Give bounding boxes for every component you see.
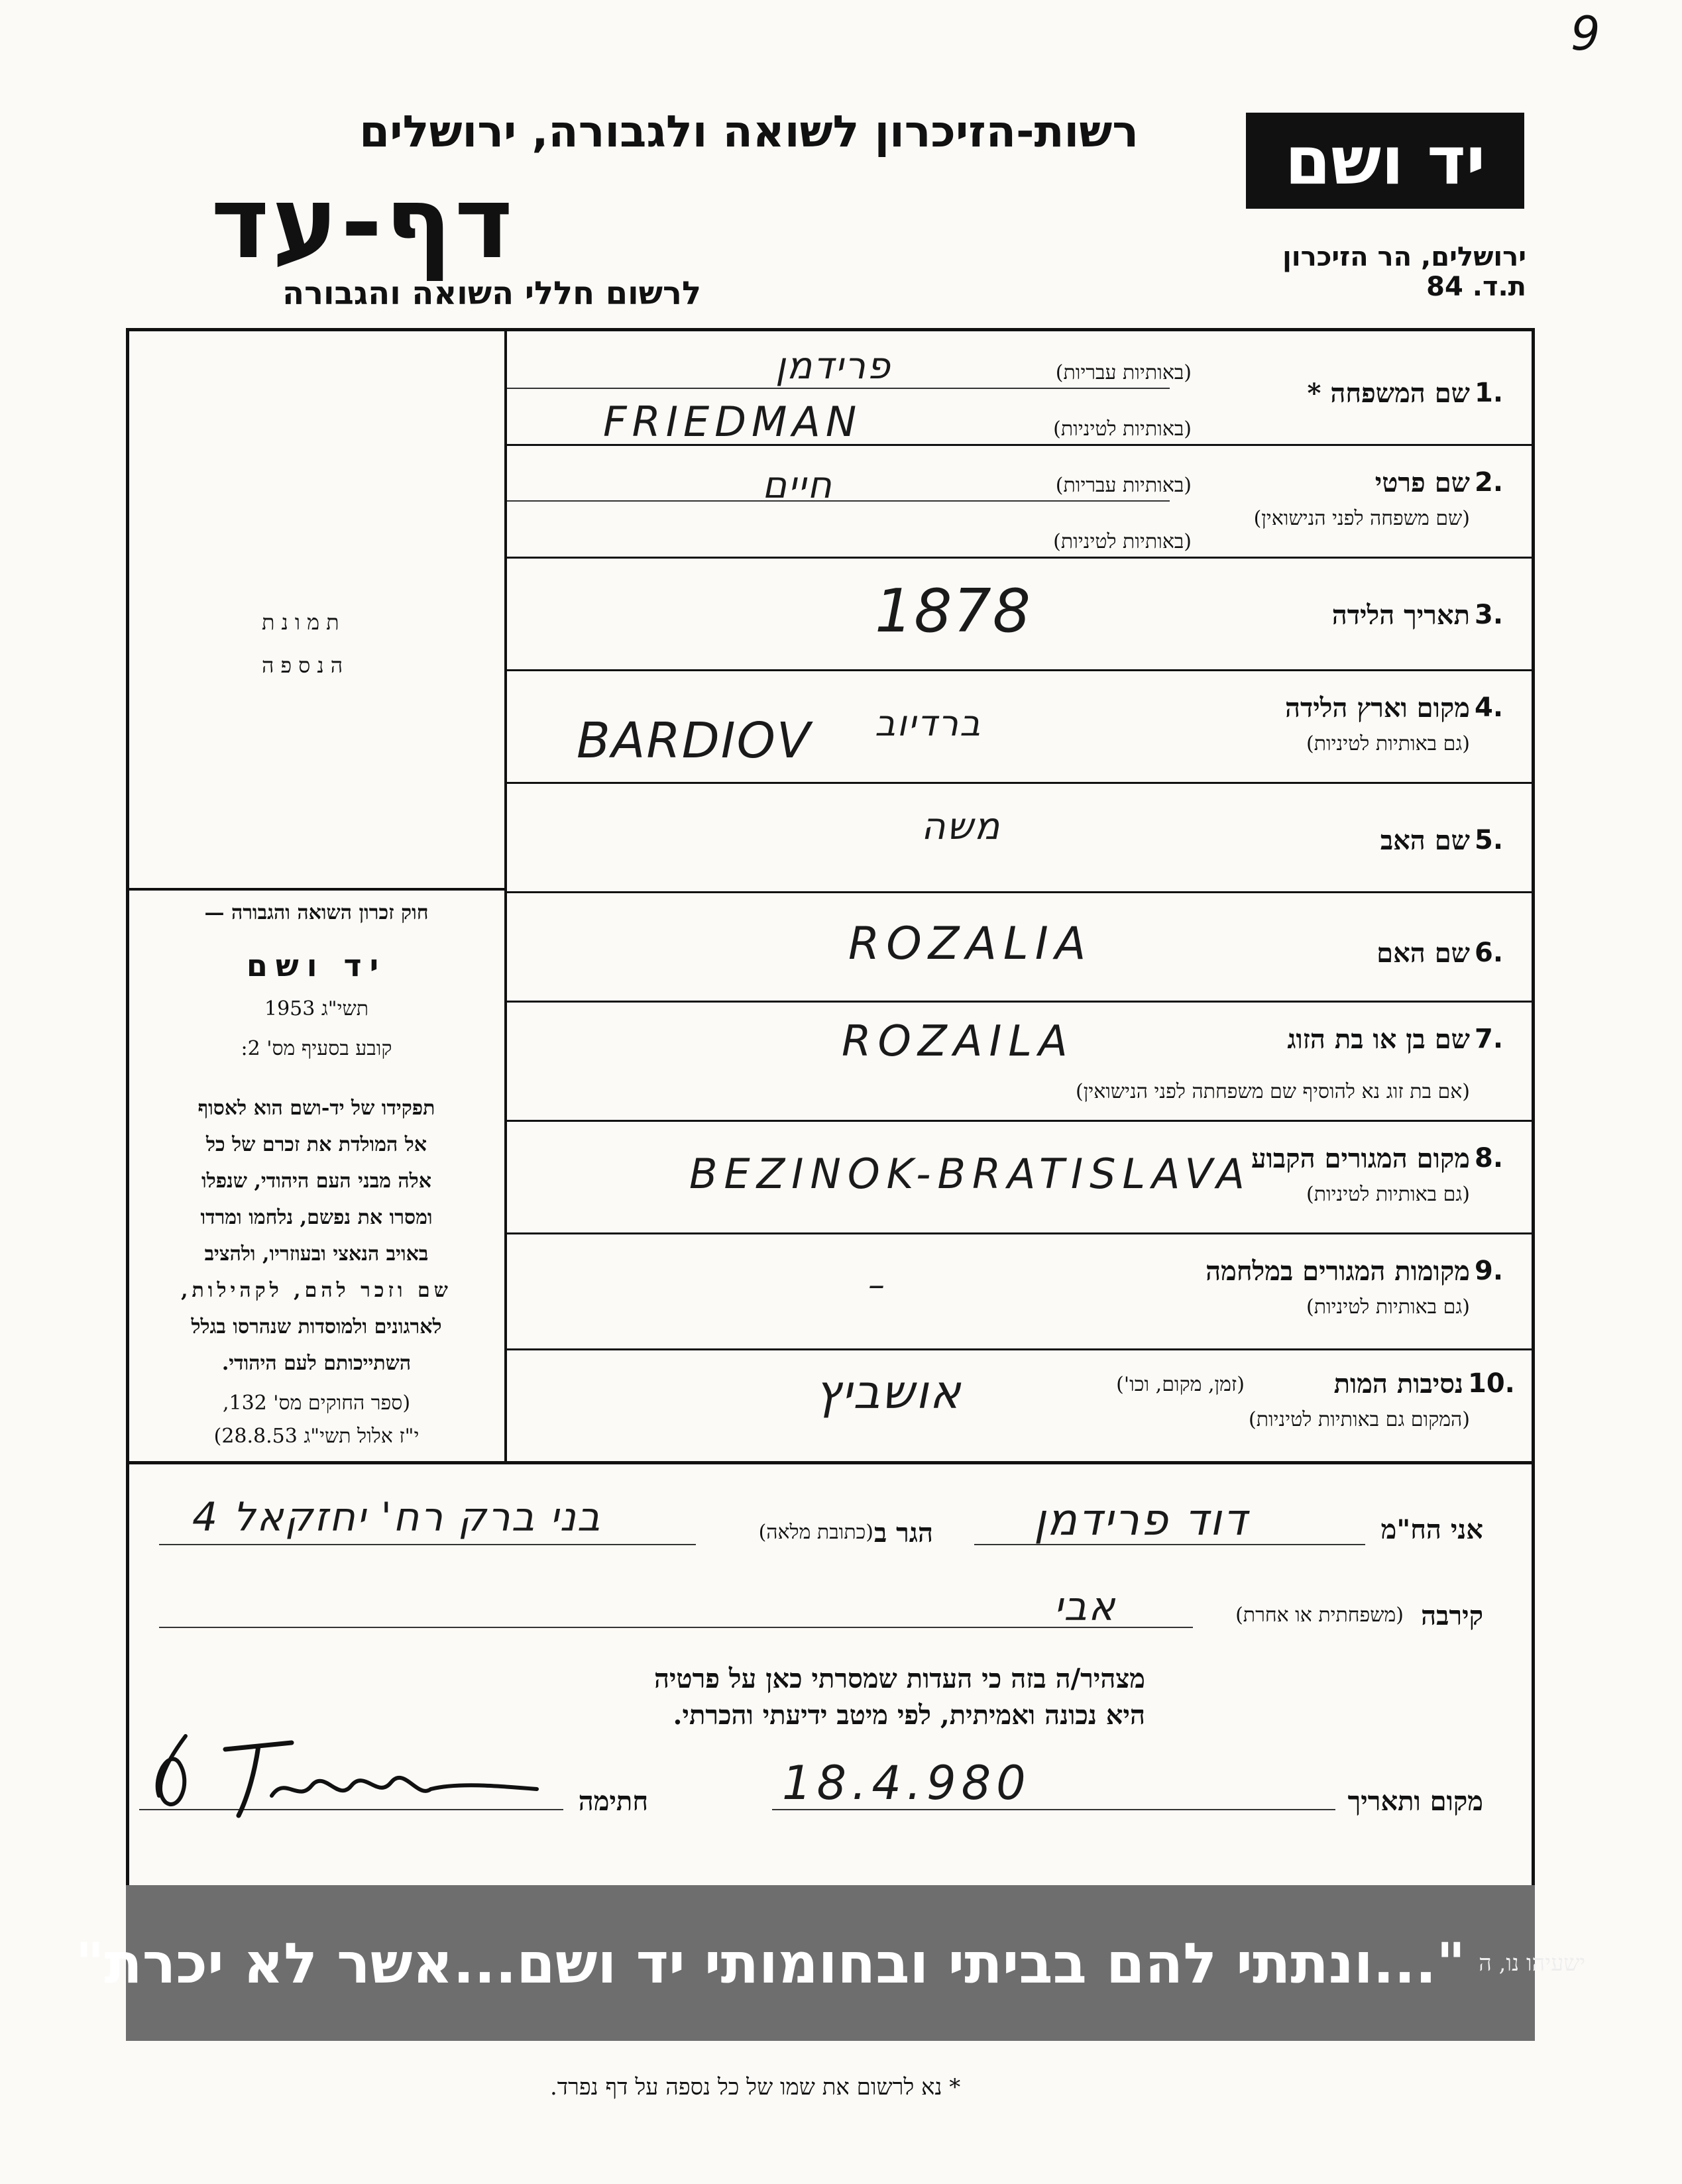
row-divider bbox=[507, 1232, 1535, 1234]
resides-label: הגר ב bbox=[873, 1517, 933, 1549]
field-1-latin-value[interactable]: FRIEDMAN bbox=[603, 398, 862, 446]
field-9-number: 9. bbox=[1475, 1256, 1504, 1286]
field-5-value[interactable]: משה bbox=[921, 805, 1001, 848]
field-9-sublabel: (גם באותיות לטיניות) bbox=[1306, 1295, 1470, 1319]
law-body-line: השתייכותם לעם היהודי. bbox=[221, 1352, 412, 1375]
field-5-number: 5. bbox=[1475, 825, 1504, 855]
photo-label-line1: תמונת bbox=[262, 610, 346, 635]
row-divider bbox=[507, 669, 1535, 671]
relation-line bbox=[159, 1627, 1193, 1628]
law-name: יד ושם bbox=[246, 948, 387, 983]
field-5-label: שם האב bbox=[1380, 825, 1470, 856]
law-body-line: באויב הנאצי ובעוזריו, ולהציב bbox=[204, 1242, 429, 1266]
law-box-divider bbox=[129, 888, 504, 891]
footnote: * נא לרשום את שמו של כל נספה על דף נפרד. bbox=[550, 2074, 961, 2101]
row-divider bbox=[507, 1348, 1535, 1350]
field-2-hint-latin: (באותיות לטיניות) bbox=[1053, 530, 1192, 553]
row-divider bbox=[507, 891, 1535, 893]
logo-location: ירושלים, הר הזיכרון bbox=[1282, 242, 1526, 272]
field-4-latin-value[interactable]: BARDIOV bbox=[577, 712, 812, 769]
field-8-label: מקום המגורים הקבוע bbox=[1251, 1143, 1470, 1174]
field-1-number: 1. bbox=[1475, 378, 1504, 408]
row-divider bbox=[507, 1001, 1535, 1003]
field-10-number: 10. bbox=[1468, 1368, 1515, 1399]
field-3-label: תאריך הלידה bbox=[1331, 600, 1470, 631]
organization-title: רשות-הזיכרון לשואה ולגבורה, ירושלים bbox=[359, 106, 1139, 157]
law-body-line: אלה מבני העם היהודי, שנפלו bbox=[201, 1170, 431, 1193]
field-4-number: 4. bbox=[1475, 692, 1504, 723]
declaration-intro: אני הח"מ bbox=[1380, 1514, 1483, 1545]
law-source: (ספר החוקים מס' 132, bbox=[222, 1392, 411, 1415]
banner-quote: "...ונתתי להם בביתי ובחומותי יד ושם...אשר לא יכרת" bbox=[75, 1930, 1466, 1996]
banner-reference: ישעיהו נו, ה bbox=[1479, 1949, 1586, 1977]
field-3-value[interactable]: 1878 bbox=[875, 576, 1033, 646]
field-2-label: שם פרטי bbox=[1374, 467, 1470, 498]
logo-pobox: ת.ד. 84 bbox=[1426, 272, 1526, 302]
field-4-sublabel: (גם באותיות לטיניות) bbox=[1306, 732, 1470, 755]
field-9-label: מקומות המגורים במלחמה bbox=[1205, 1256, 1470, 1287]
quote-banner bbox=[75, 1885, 1586, 2041]
page-number: 9 bbox=[1571, 7, 1600, 61]
law-body-line: לארגונים ולמוסדות שנהרסו בגלל bbox=[191, 1315, 442, 1338]
law-body-line: ומסרו את נפשם, נלחמו ומרדו bbox=[200, 1206, 433, 1229]
field-10-sublabel: (המקום גם באותיות לטיניות) bbox=[1248, 1408, 1470, 1431]
relation-hint: (משפחתית או אחרת) bbox=[1235, 1604, 1404, 1627]
field-2-hint-hebrew: (באותיות עבריות) bbox=[1055, 474, 1192, 497]
field-3-number: 3. bbox=[1475, 600, 1504, 630]
relation-value[interactable]: אבי bbox=[1054, 1584, 1117, 1630]
field-7-sublabel: (אם בת זוג נא להוסיף שם משפחתה לפני הנישואין) bbox=[1075, 1080, 1470, 1103]
declarant-name-value[interactable]: דוד פרידמן bbox=[1034, 1494, 1249, 1545]
field-2-number: 2. bbox=[1475, 467, 1504, 498]
field-8-number: 8. bbox=[1475, 1143, 1504, 1174]
signature-label: חתימה bbox=[578, 1786, 648, 1817]
field-2-hebrew-line bbox=[507, 500, 1170, 502]
field-4-label: מקום וארץ הלידה bbox=[1284, 692, 1470, 724]
field-1-label: שם המשפחה * bbox=[1307, 378, 1470, 409]
address-line bbox=[159, 1544, 696, 1545]
declaration-statement-2: היא נכונה ואמיתית, לפי מיטב ידיעתי והכרתי. bbox=[673, 1700, 1145, 1731]
field-6-number: 6. bbox=[1475, 938, 1504, 968]
law-body-line: תפקידו של יד-ושם הוא לאסוף bbox=[197, 1097, 435, 1120]
field-4-hebrew-value[interactable]: ברדיוב bbox=[875, 702, 982, 744]
law-heading: חוק זכרון השואה והגבורה — bbox=[204, 901, 429, 924]
address-hint: (כתובת מלאה) bbox=[758, 1521, 873, 1544]
field-6-label: שם האם bbox=[1376, 938, 1470, 969]
field-10-value[interactable]: אושביץ bbox=[815, 1365, 962, 1419]
field-1-hint-latin[interactable]: (באותיות לטיניות) bbox=[1053, 417, 1192, 441]
logo-text: יד ושם bbox=[1284, 122, 1486, 199]
field-8-sublabel: (גם באותיות לטיניות) bbox=[1306, 1183, 1470, 1206]
place-date-label: מקום ותאריך bbox=[1347, 1786, 1483, 1817]
field-1-hint-hebrew: (באותיות עבריות) bbox=[1055, 361, 1192, 384]
field-7-number: 7. bbox=[1475, 1024, 1504, 1054]
field-7-value[interactable]: ROZAILA bbox=[842, 1017, 1074, 1066]
field-2-sublabel: (שם משפחה לפני הנישואין) bbox=[1253, 507, 1470, 530]
document-subtitle: לרשום חללי השואה והגבורה bbox=[282, 275, 701, 312]
law-year: תשי"ג 1953 bbox=[264, 997, 368, 1020]
row-divider bbox=[507, 1120, 1535, 1122]
row-divider bbox=[507, 557, 1535, 559]
field-10-hint: (זמן, מקום, וכו') bbox=[1116, 1373, 1245, 1396]
field-9-value[interactable]: – bbox=[868, 1266, 886, 1304]
declaration-statement-1: מצהיר/ה בזה כי העדות שמסרתי כאן על פרטיה bbox=[653, 1663, 1145, 1694]
field-7-label: שם בן או בת הזוג bbox=[1287, 1024, 1470, 1055]
field-1-hebrew-value[interactable]: פרידמן bbox=[775, 345, 891, 388]
law-clause: קובע בסעיף מס' 2: bbox=[241, 1037, 392, 1060]
row-divider bbox=[507, 782, 1535, 784]
field-2-hebrew-value[interactable]: חיים bbox=[762, 464, 833, 507]
law-body-line: שם וזכר להם, לקהילות, bbox=[181, 1279, 452, 1302]
signature-icon bbox=[139, 1723, 550, 1822]
field-1-hebrew-line bbox=[507, 388, 1170, 389]
place-date-value[interactable]: 18.4.980 bbox=[782, 1756, 1031, 1810]
law-body-line: אל המולדת את זכרם של כל bbox=[205, 1133, 427, 1156]
field-10-label: נסיבות המות bbox=[1333, 1368, 1463, 1399]
address-value[interactable]: בני ברק רח' יחזקאל 4 bbox=[192, 1494, 602, 1541]
field-6-value[interactable]: ROZALIA bbox=[848, 918, 1093, 970]
document-title: דף-עד bbox=[211, 166, 516, 281]
law-date: י"ז אלול תשי"ג 28.8.53) bbox=[213, 1425, 420, 1448]
photo-label-line2: הנספה bbox=[262, 653, 350, 678]
yad-vashem-logo bbox=[1246, 113, 1524, 209]
relation-label: קירבה bbox=[1421, 1600, 1483, 1631]
field-8-value[interactable]: BEZINOK-BRATISLAVA bbox=[689, 1150, 1251, 1198]
